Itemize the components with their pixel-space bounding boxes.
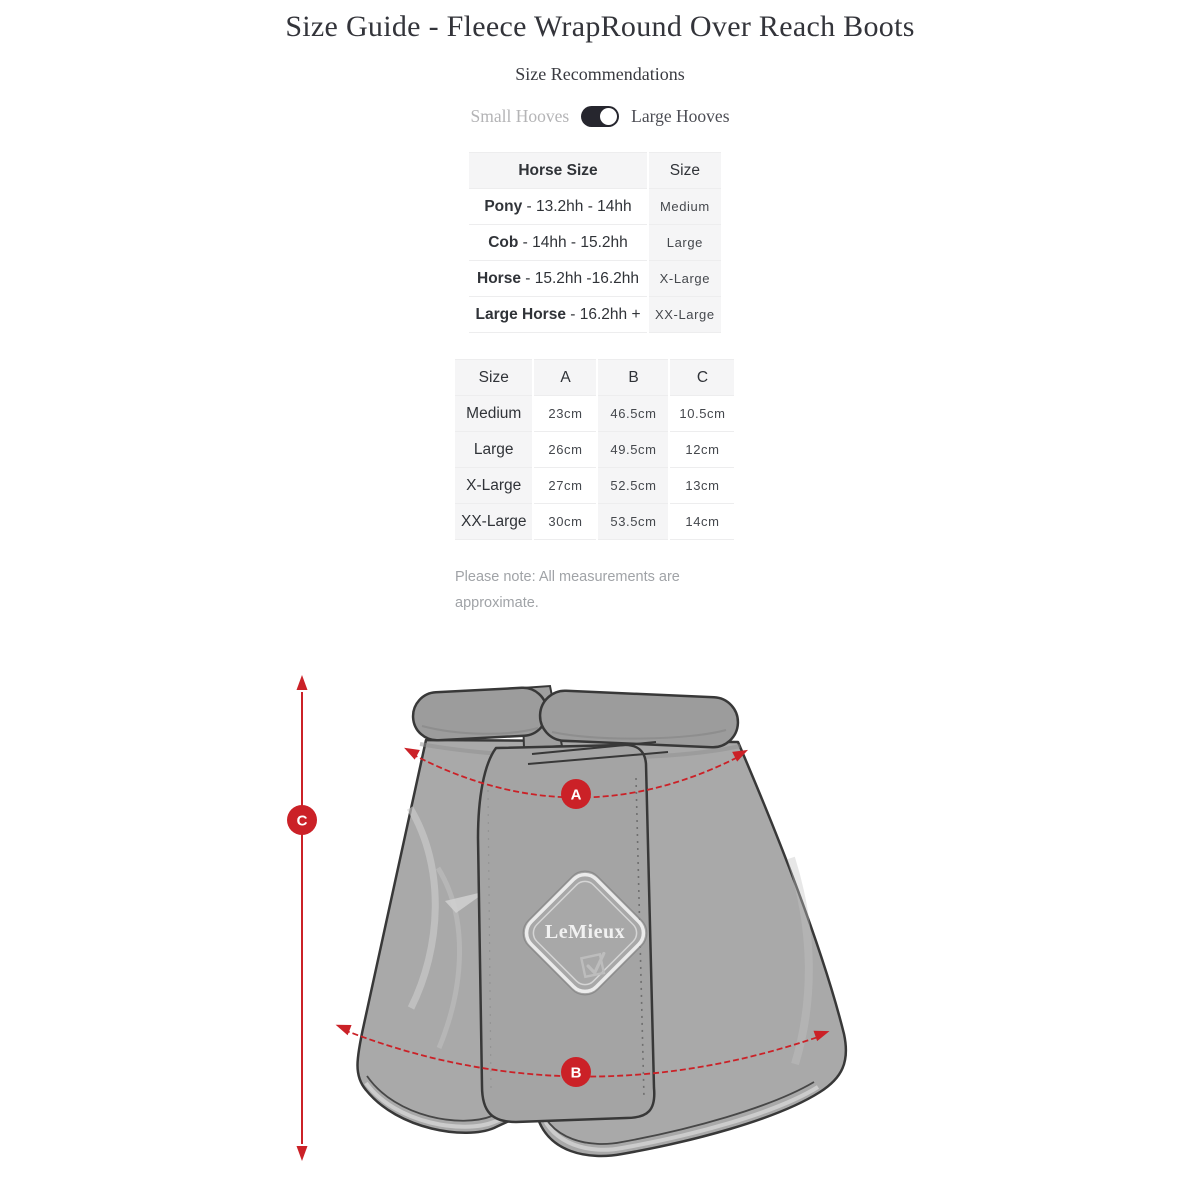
measurements-note: Please note: All measurements are approximate. bbox=[455, 568, 680, 611]
marker-b bbox=[561, 1057, 591, 1087]
boot-size-cell: XX-Large bbox=[648, 297, 722, 333]
small-hooves-label: Small Hooves bbox=[470, 106, 570, 126]
table-row bbox=[454, 432, 735, 468]
page-subtitle: Size Recommendations bbox=[515, 64, 685, 84]
left-cuff-roll bbox=[412, 687, 548, 742]
boot-size-cell: X-Large bbox=[648, 261, 722, 297]
measurement-cell: 26cm bbox=[533, 432, 597, 468]
measurement-c-arrow bbox=[297, 675, 308, 1161]
boot-size-cell: Medium bbox=[648, 189, 722, 225]
boot-measurement-diagram bbox=[270, 668, 890, 1170]
svg-text:A: A bbox=[570, 786, 582, 804]
column-header: A bbox=[533, 360, 597, 396]
table-row bbox=[454, 504, 735, 540]
marker-a bbox=[561, 779, 591, 809]
measurement-cell: 12cm bbox=[669, 432, 735, 468]
column-header: Horse Size bbox=[468, 153, 648, 189]
measurement-cell: 10.5cm bbox=[669, 396, 735, 432]
measurement-cell: 49.5cm bbox=[597, 432, 669, 468]
measurements-table bbox=[453, 359, 736, 540]
table-row bbox=[468, 297, 722, 333]
svg-text:B: B bbox=[570, 1064, 582, 1082]
horse-size-cell: Large Horse - 16.2hh + bbox=[468, 297, 648, 333]
hoof-size-toggle[interactable] bbox=[581, 106, 619, 127]
table-row bbox=[468, 261, 722, 297]
size-label-cell: Large bbox=[454, 432, 533, 468]
large-hooves-label: Large Hooves bbox=[631, 106, 730, 126]
measurement-cell: 23cm bbox=[533, 396, 597, 432]
table-row bbox=[468, 225, 722, 261]
hoof-size-toggle-row bbox=[0, 106, 1200, 127]
column-header: C bbox=[669, 360, 735, 396]
marker-c bbox=[287, 805, 317, 835]
lemieux-logo-text: LeMieux bbox=[544, 921, 626, 943]
measurement-cell: 13cm bbox=[669, 468, 735, 504]
column-header: Size bbox=[454, 360, 533, 396]
svg-text:C: C bbox=[296, 812, 308, 830]
page-title: Size Guide - Fleece WrapRound Over Reach Boots bbox=[285, 10, 915, 43]
horse-size-table bbox=[467, 152, 723, 333]
horse-size-table-header-row bbox=[468, 153, 722, 189]
horse-size-cell: Pony - 13.2hh - 14hh bbox=[468, 189, 648, 225]
measurement-cell: 14cm bbox=[669, 504, 735, 540]
right-cuff-roll bbox=[539, 690, 739, 749]
horse-size-cell: Horse - 15.2hh -16.2hh bbox=[468, 261, 648, 297]
horse-size-cell: Cob - 14hh - 15.2hh bbox=[468, 225, 648, 261]
measurements-table-header-row bbox=[454, 360, 735, 396]
boot-size-cell: Large bbox=[648, 225, 722, 261]
column-header: B bbox=[597, 360, 669, 396]
measurement-cell: 27cm bbox=[533, 468, 597, 504]
measurement-cell: 30cm bbox=[533, 504, 597, 540]
column-header: Size bbox=[648, 153, 722, 189]
table-row bbox=[454, 468, 735, 504]
boot-diagram-svg bbox=[270, 668, 890, 1170]
size-label-cell: XX-Large bbox=[454, 504, 533, 540]
size-label-cell: Medium bbox=[454, 396, 533, 432]
boot-illustration bbox=[358, 686, 846, 1156]
size-label-cell: X-Large bbox=[454, 468, 533, 504]
table-row bbox=[468, 189, 722, 225]
table-row bbox=[454, 396, 735, 432]
measurement-cell: 46.5cm bbox=[597, 396, 669, 432]
measurement-cell: 52.5cm bbox=[597, 468, 669, 504]
measurement-cell: 53.5cm bbox=[597, 504, 669, 540]
toggle-knob bbox=[600, 108, 617, 125]
